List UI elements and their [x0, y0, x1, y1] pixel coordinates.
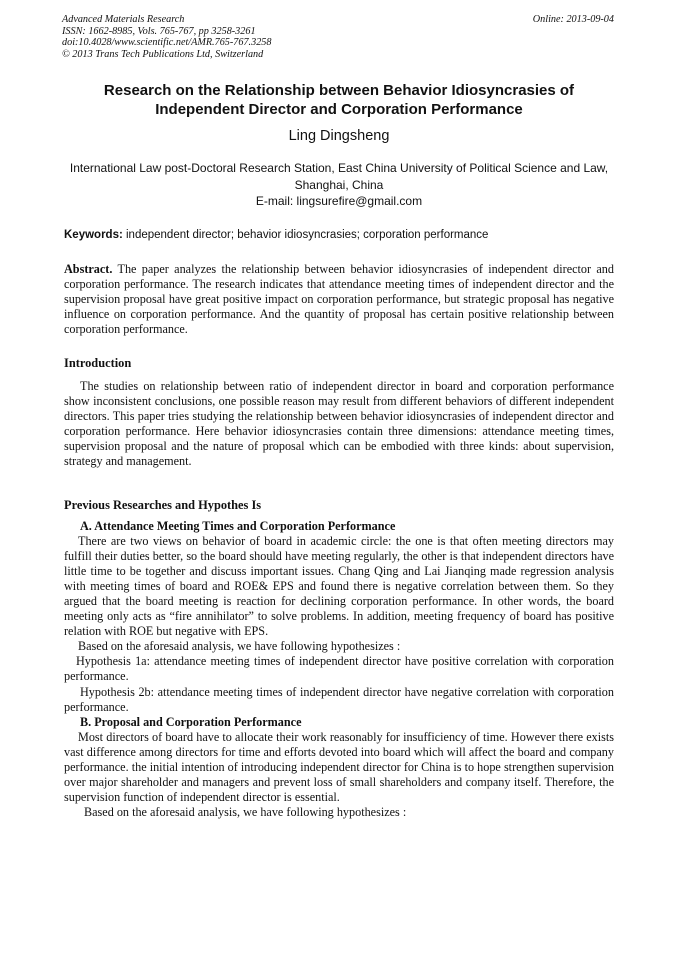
paper-title [60, 82, 618, 119]
section-a-heading: A. Attendance Meeting Times and Corporation Performance [80, 519, 396, 533]
hypothesis-2b: Hypothesis 2b: attendance meeting times of independent director have negative correlation with corporation performance. [64, 684, 614, 714]
introduction-body [64, 379, 614, 469]
title-line-1: Research on the Relationship between Behavior Idiosyncrasies of [103, 82, 575, 99]
section-a-hypotheses-intro: Based on the aforesaid analysis, we have following hypothesizes : [78, 639, 401, 654]
online-date: Online: 2013-09-04 [532, 14, 614, 25]
doi-line: doi:10.4028/www.scientific.net/AMR.765-767.3258 [62, 37, 272, 49]
previous-research-body [64, 519, 614, 820]
keywords [64, 229, 614, 241]
section-b-paragraph: Most directors of board have to allocate their work reasonably for insufficiency of time. However there exists vast difference among directors for time and efforts devoted into board which will affect the board and company performance. the initial intention of introducing independent director for China is to hope strengthen supervision over major shareholder and managers and prevent loss of small shareholders and company itself. Therefore, the supervision function of independent director is essential. [64, 729, 614, 804]
section-a-paragraph: There are two views on behavior of board in academic circle: the one is that often meeting directors may fulfill their duties better, so the board should have meeting regularly, the other is that independent directors have little time to be together and discuss important issues. Chang Qing and Lai Jianqing made regression analysis with meeting times of board and ROE& EPS and found there is negative correlation between them. So they argued that the board meeting is reaction for declining corporation performance. In other words, the board meeting only acts as “fire annihilator” to solve problems. In addition, meeting frequency of board has positive relation with ROE but negative with EPS. [64, 534, 614, 639]
title-line-2: Independent Director and Corporation Performance [155, 100, 523, 118]
journal-name: Advanced Materials Research [62, 14, 185, 25]
affiliation: International Law post-Doctoral Research Station, East China University of Political Science and Law, Shanghai, China [69, 161, 609, 192]
author-name: Ling Dingsheng [288, 128, 390, 144]
journal-header [62, 14, 271, 60]
abstract [64, 262, 614, 337]
previous-research-heading: Previous Researches and Hypothes Is [64, 498, 262, 512]
section-b-heading: B. Proposal and Corporation Performance [80, 714, 302, 729]
introduction-paragraph: The studies on relationship between ratio of independent director in board and corporation performance show inconsistent conclusions, one possible reason may result from different behaviors of different independent directors. This paper tries studying the relationship between behavior idiosyncrasies of independent director and corporation performance. Here behavior idiosyncrasies contain three dimensions: attendance meeting times, supervision proposal and the nature of proposal which can be embodied with three kinds: about supervision, strategy and management. [64, 379, 614, 469]
introduction-heading: Introduction [64, 356, 132, 370]
keywords-text: independent director; behavior idiosyncrasies; corporation performance [126, 229, 489, 241]
keywords-label: Keywords: [64, 229, 123, 241]
abstract-text: The paper analyzes the relationship between behavior idiosyncrasies of independent director and corporation performance. The research indicates that attendance meeting times of independent director and the supervision proposal have great positive impact on corporation performance, but strategic proposal has negative influence on corporation performance. And the quantity of proposal has certain positive relationship between corporation performance. [64, 262, 614, 337]
issn-line: ISSN: 1662-8985, Vols. 765-767, pp 3258-3261 [62, 25, 256, 37]
hypothesis-1a: Hypothesis 1a: attendance meeting times of independent director have positive correlation with corporation performance. [64, 654, 614, 684]
abstract-label: Abstract. [64, 262, 113, 276]
author-email[interactable]: E-mail: lingsurefire@gmail.com [255, 194, 423, 208]
section-b-hypotheses-intro: Based on the aforesaid analysis, we have following hypothesizes : [84, 804, 407, 819]
copyright-line: © 2013 Trans Tech Publications Ltd, Switzerland [62, 48, 264, 60]
